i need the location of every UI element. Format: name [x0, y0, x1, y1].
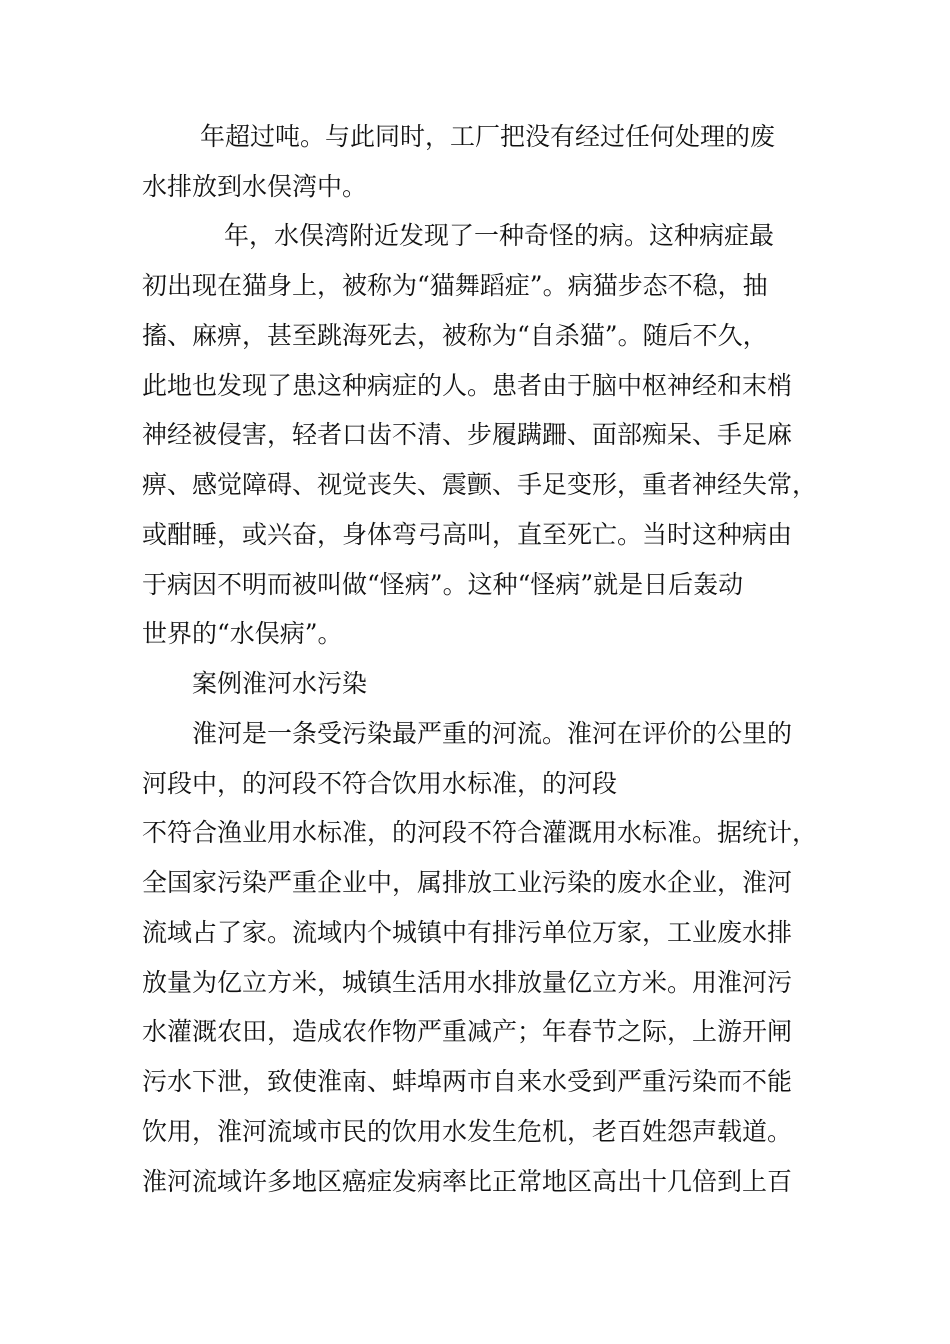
text-line-17: 流域占了家。流域内个城镇中有排污单位万家，工业废水排 [142, 918, 793, 947]
text-line-19: 水灌溉农田，造成农作物严重减产；年春节之际，上游开闸 [142, 1017, 793, 1046]
text-line-16: 全国家污染严重企业中，属排放工业污染的废水企业，淮河 [142, 868, 793, 897]
text-line-14: 河段中，的河段不符合饮用水标准，的河段 [142, 769, 618, 798]
text-line-20: 污水下泄，致使淮南、蚌埠两市自来水受到严重污染而不能 [142, 1067, 793, 1096]
text-line-4: 初出现在猫身上，被称为“猫舞蹈症”。病猫步态不稳，抽 [142, 271, 768, 300]
text-line-6: 此地也发现了患这种病症的人。患者由于脑中枢神经和末梢 [142, 371, 793, 400]
section-heading: 案例淮河水污染 [192, 669, 368, 698]
text-line-13: 淮河是一条受污染最严重的河流。淮河在评价的公里的 [192, 719, 793, 748]
text-line-21: 饮用，淮河流域市民的饮用水发生危机，老百姓怨声载道。 [142, 1117, 793, 1146]
text-line-1: 年超过吨。与此同时，工厂把没有经过任何处理的废 [200, 122, 776, 151]
text-line-11: 世界的“水俣病”。 [142, 619, 343, 648]
text-line-8: 痹、感觉障碍、视觉丧失、震颤、手足变形，重者神经失常， [142, 470, 818, 499]
text-line-5: 搐、麻痹，甚至跳海死去，被称为“自杀猫”。随后不久， [142, 321, 768, 350]
text-line-15: 不符合渔业用水标准，的河段不符合灌溉用水标准。据统计， [142, 818, 818, 847]
text-line-18: 放量为亿立方米，城镇生活用水排放量亿立方米。用淮河污 [142, 968, 793, 997]
text-line-10: 于病因不明而被叫做“怪病”。这种“怪病”就是日后轰动 [142, 570, 744, 599]
text-line-9: 或酣睡，或兴奋，身体弯弓高叫，直至死亡。当时这种病由 [142, 520, 793, 549]
text-line-7: 神经被侵害，轻者口齿不清、步履蹒跚、面部痴呆、手足麻 [142, 420, 793, 449]
text-line-3: 年，水俣湾附近发现了一种奇怪的病。这种病症最 [224, 221, 775, 250]
text-line-22: 淮河流域许多地区癌症发病率比正常地区高出十几倍到上百 [142, 1167, 793, 1196]
text-line-2: 水排放到水俣湾中。 [142, 172, 368, 201]
